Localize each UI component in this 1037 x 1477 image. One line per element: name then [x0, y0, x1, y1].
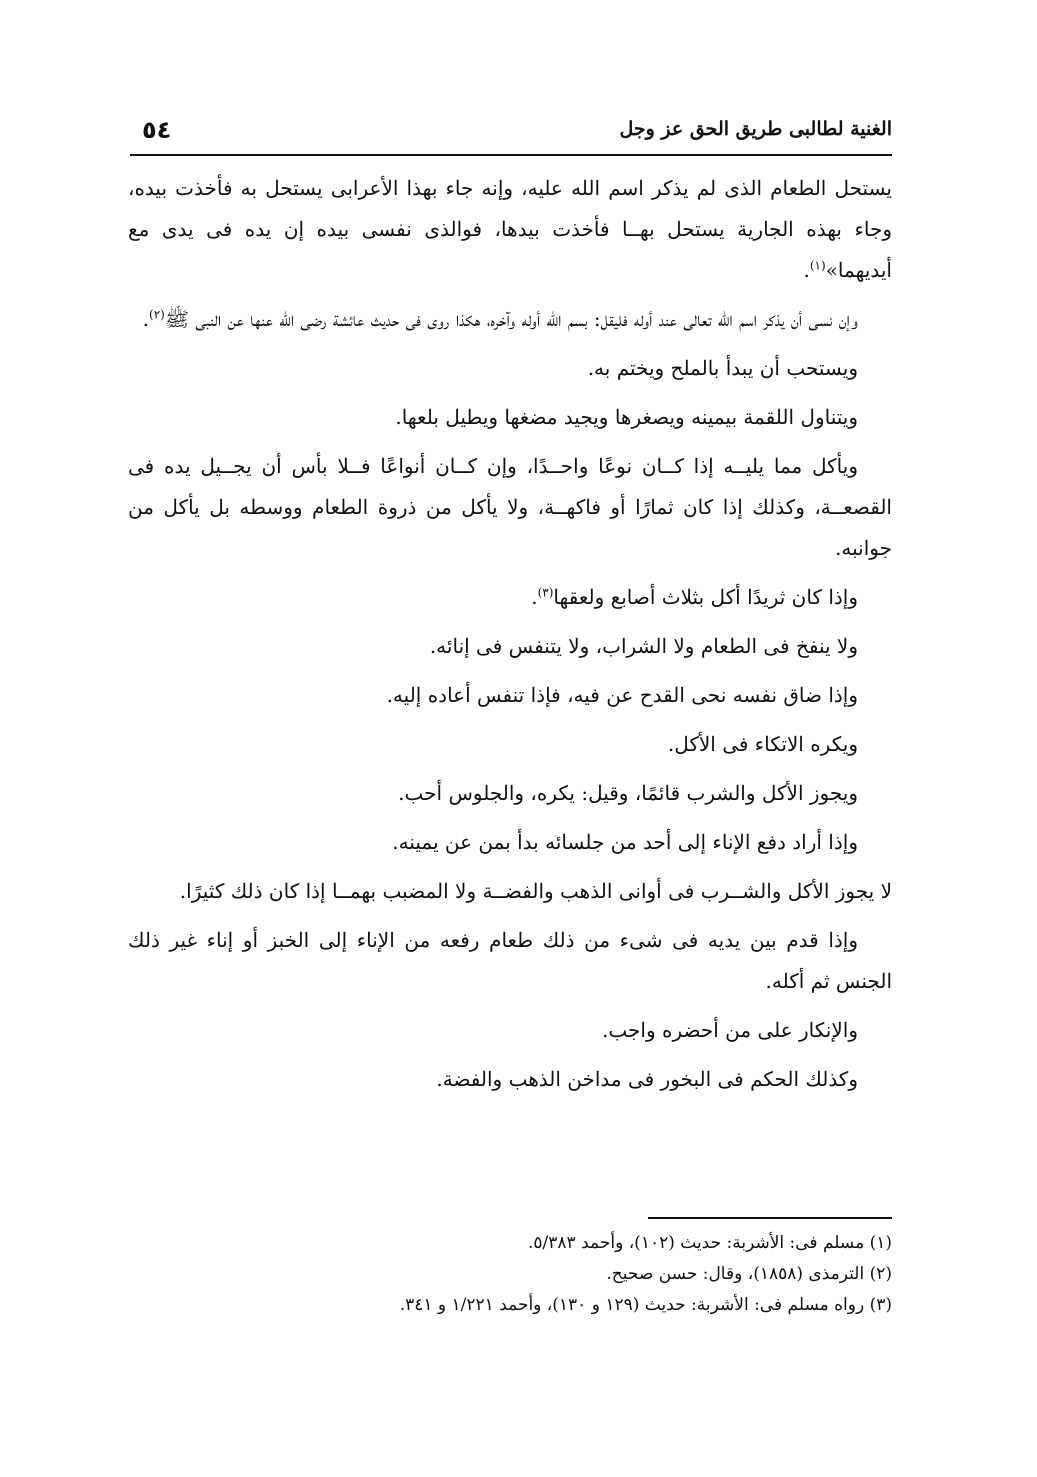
body-text [128, 168, 892, 1108]
paragraph-text: ويكره الاتكاء فى الأكل. [667, 732, 858, 756]
paragraph [128, 1010, 892, 1051]
footnote-marker: (١) [809, 258, 826, 273]
footnote-marker: (٣) [537, 585, 554, 600]
paragraph-text: وإذا ضاق نفسه نحى القدح عن فيه، فإذا تنفس أعاده إليه. [386, 683, 858, 707]
paragraph-text: والإنكار على من أحضره واجب. [602, 1018, 858, 1042]
paragraph-text: وكذلك الحكم فى البخور فى مداخن الذهب والفضة. [436, 1067, 858, 1091]
footnote-2: (٢) الترمذى (١٨٥٨)، وقال: حسن صحيح. [606, 1264, 892, 1284]
paragraph-text: ولا ينفخ فى الطعام ولا الشراب، ولا يتنفس فى إنائه. [429, 634, 858, 658]
paragraph [128, 626, 892, 667]
header-rule [130, 154, 892, 156]
paragraph [128, 397, 892, 438]
paragraph-text: وإن نسى أن يذكر اسم الله تعالى عند أوله فليقل: بسم الله أوله وآخره، هكذا روى فى حديث عائشة رضى الله عنها عن النبى ﷺ [164, 307, 858, 331]
paragraph [128, 168, 892, 291]
paragraph-text: وإذا أراد دفع الإناء إلى أحد من جلسائه بدأ بمن عن يمينه. [392, 830, 858, 854]
page-number: ٥٤ [142, 116, 172, 144]
paragraph [128, 920, 892, 1002]
paragraph [128, 871, 892, 912]
page-header [130, 112, 892, 152]
paragraph [128, 724, 892, 765]
paragraph-text: وإذا كان ثريدًا أكل بثلاث أصابع ولعقها [553, 585, 858, 609]
paragraph [128, 675, 892, 716]
footnote-3: (٣) رواه مسلم فى: الأشربة: حديث (١٢٩ و ١٣٠)، وأحمد ١/٢٢١ و ٣٤١. [399, 1295, 892, 1315]
paragraph-text: وإذا قدم بين يديه فى شىء من ذلك طعام رفعه من الإناء إلى الخبز أو إناء غير ذلك الجنس ثم أكله. [128, 928, 892, 993]
paragraph-text: ويستحب أن يبدأ بالملح ويختم به. [587, 356, 858, 380]
paragraph [128, 773, 892, 814]
footnote-rule [648, 1217, 892, 1219]
paragraph [128, 348, 892, 389]
paragraph [128, 1059, 892, 1100]
paragraph-text: ويتناول اللقمة بيمينه ويصغرها ويجيد مضغها ويطيل بلعها. [395, 405, 858, 429]
paragraph [128, 577, 892, 618]
paragraph [128, 822, 892, 863]
paragraph-end: . [803, 258, 810, 282]
paragraph-text: لا يجوز الأكل والشــرب فى أوانى الذهب والفضــة ولا المضبب بهمــا إذا كان ذلك كثيرًا. [179, 879, 892, 903]
paragraph-text: ويأكل مما يليــه إذا كــان نوعًا واحــدًا، وإن كــان أنواعًا فــلا بأس أن يجــيل يده فى القصعــة، وكذلك إذا كان ثمارًا أو فاكهــة، ولا يأكل من ذروة الطعام ووسطه بل يأكل من جوانبه. [128, 454, 892, 560]
running-title: الغنية لطالبى طريق الحق عز وجل [619, 118, 892, 140]
footnote-marker: (٢) [149, 307, 165, 322]
paragraph-end: . [531, 585, 538, 609]
paragraph [128, 299, 892, 340]
paragraph [128, 446, 892, 569]
paragraph-end: . [142, 307, 150, 331]
paragraph-text: ويجوز الأكل والشرب قائمًا، وقيل: يكره، والجلوس أحب. [398, 781, 858, 805]
footnotes [128, 1228, 892, 1321]
paragraph-text: يستحل الطعام الذى لم يذكر اسم الله عليه، وإنه جاء بهذا الأعرابى يستحل به فأخذت بيده، وجاء بهذه الجارية يستحل بهــا فأخذت بيدها، فوالذى نفسى بيده إن يده فى يدى مع أيديهما» [128, 176, 892, 282]
footnote-1: (١) مسلم فى: الأشربة: حديث (١٠٢)، وأحمد ٥/٣٨٣. [528, 1233, 892, 1253]
